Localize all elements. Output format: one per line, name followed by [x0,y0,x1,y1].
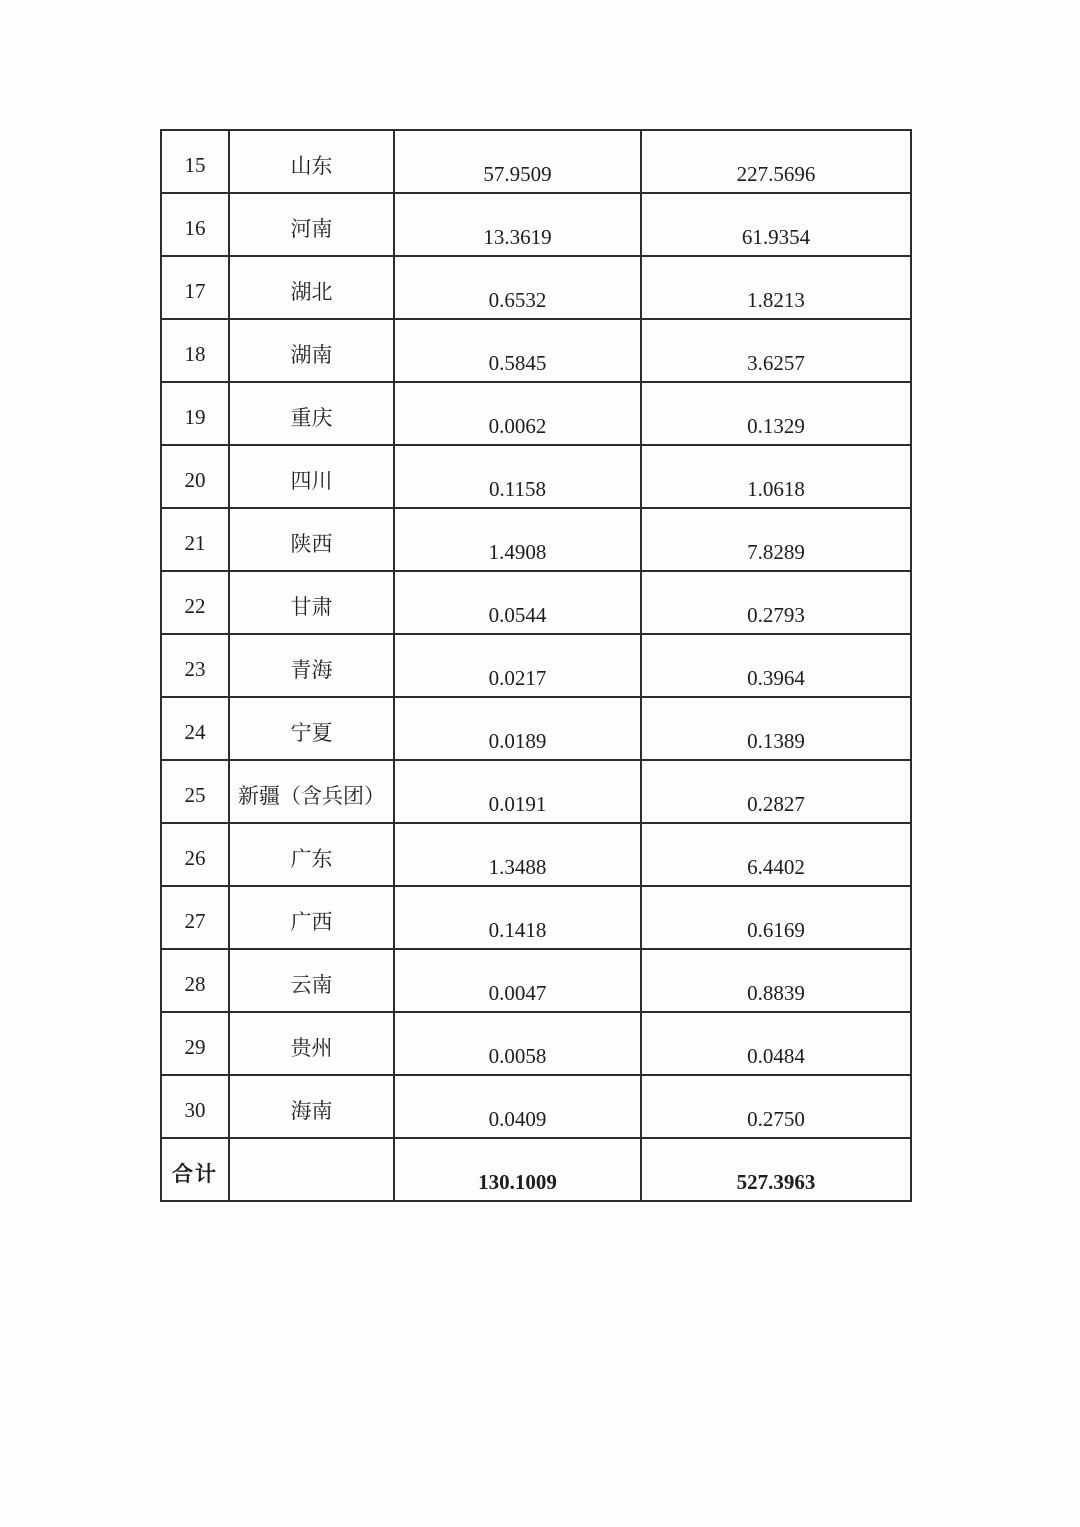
value2-cell: 61.9354 [641,193,911,256]
total-province-cell [229,1138,394,1201]
value2-cell: 0.6169 [641,886,911,949]
value2-cell: 0.8839 [641,949,911,1012]
row-number-cell: 26 [161,823,229,886]
province-cell: 河南 [229,193,394,256]
row-number-cell: 16 [161,193,229,256]
province-cell: 广西 [229,886,394,949]
total-value2-cell: 527.3963 [641,1138,911,1201]
province-cell: 海南 [229,1075,394,1138]
value2-cell: 0.3964 [641,634,911,697]
value1-cell: 0.0062 [394,382,641,445]
table-row [161,1075,911,1138]
row-number-cell: 28 [161,949,229,1012]
value1-cell: 0.0409 [394,1075,641,1138]
table-row [161,445,911,508]
province-cell: 云南 [229,949,394,1012]
table-row [161,823,911,886]
table-row [161,634,911,697]
table-row [161,382,911,445]
row-number-cell: 25 [161,760,229,823]
value2-cell: 0.2793 [641,571,911,634]
table-row [161,1012,911,1075]
table-row [161,256,911,319]
total-value1-cell: 130.1009 [394,1138,641,1201]
value2-cell: 227.5696 [641,130,911,193]
value1-cell: 0.6532 [394,256,641,319]
table-row [161,508,911,571]
table-row [161,193,911,256]
value1-cell: 0.0217 [394,634,641,697]
row-number-cell: 23 [161,634,229,697]
value1-cell: 0.1158 [394,445,641,508]
row-number-cell: 24 [161,697,229,760]
row-number-cell: 21 [161,508,229,571]
value2-cell: 0.2750 [641,1075,911,1138]
total-label-cell: 合计 [161,1138,229,1201]
value2-cell: 3.6257 [641,319,911,382]
province-cell: 新疆（含兵团） [229,760,394,823]
value1-cell: 0.0544 [394,571,641,634]
province-cell: 青海 [229,634,394,697]
province-cell: 湖南 [229,319,394,382]
value2-cell: 0.0484 [641,1012,911,1075]
value2-cell: 0.2827 [641,760,911,823]
row-number-cell: 22 [161,571,229,634]
table-row [161,130,911,193]
table-row [161,697,911,760]
value1-cell: 1.4908 [394,508,641,571]
row-number-cell: 27 [161,886,229,949]
table-row [161,760,911,823]
row-number-cell: 19 [161,382,229,445]
table-row [161,319,911,382]
table-row [161,886,911,949]
row-number-cell: 18 [161,319,229,382]
value2-cell: 6.4402 [641,823,911,886]
table-row [161,571,911,634]
row-number-cell: 20 [161,445,229,508]
value2-cell: 0.1389 [641,697,911,760]
value1-cell: 57.9509 [394,130,641,193]
province-data-table [160,129,912,1202]
value2-cell: 1.0618 [641,445,911,508]
province-cell: 陕西 [229,508,394,571]
row-number-cell: 30 [161,1075,229,1138]
value2-cell: 1.8213 [641,256,911,319]
province-cell: 甘肃 [229,571,394,634]
province-cell: 山东 [229,130,394,193]
province-cell: 广东 [229,823,394,886]
value2-cell: 0.1329 [641,382,911,445]
value1-cell: 0.0189 [394,697,641,760]
value2-cell: 7.8289 [641,508,911,571]
value1-cell: 0.5845 [394,319,641,382]
province-cell: 四川 [229,445,394,508]
value1-cell: 1.3488 [394,823,641,886]
value1-cell: 0.0058 [394,1012,641,1075]
province-cell: 重庆 [229,382,394,445]
value1-cell: 0.0047 [394,949,641,1012]
value1-cell: 13.3619 [394,193,641,256]
table-row [161,949,911,1012]
row-number-cell: 29 [161,1012,229,1075]
table-total-row [161,1138,911,1201]
value1-cell: 0.0191 [394,760,641,823]
province-cell: 宁夏 [229,697,394,760]
row-number-cell: 15 [161,130,229,193]
province-cell: 湖北 [229,256,394,319]
value1-cell: 0.1418 [394,886,641,949]
province-cell: 贵州 [229,1012,394,1075]
row-number-cell: 17 [161,256,229,319]
